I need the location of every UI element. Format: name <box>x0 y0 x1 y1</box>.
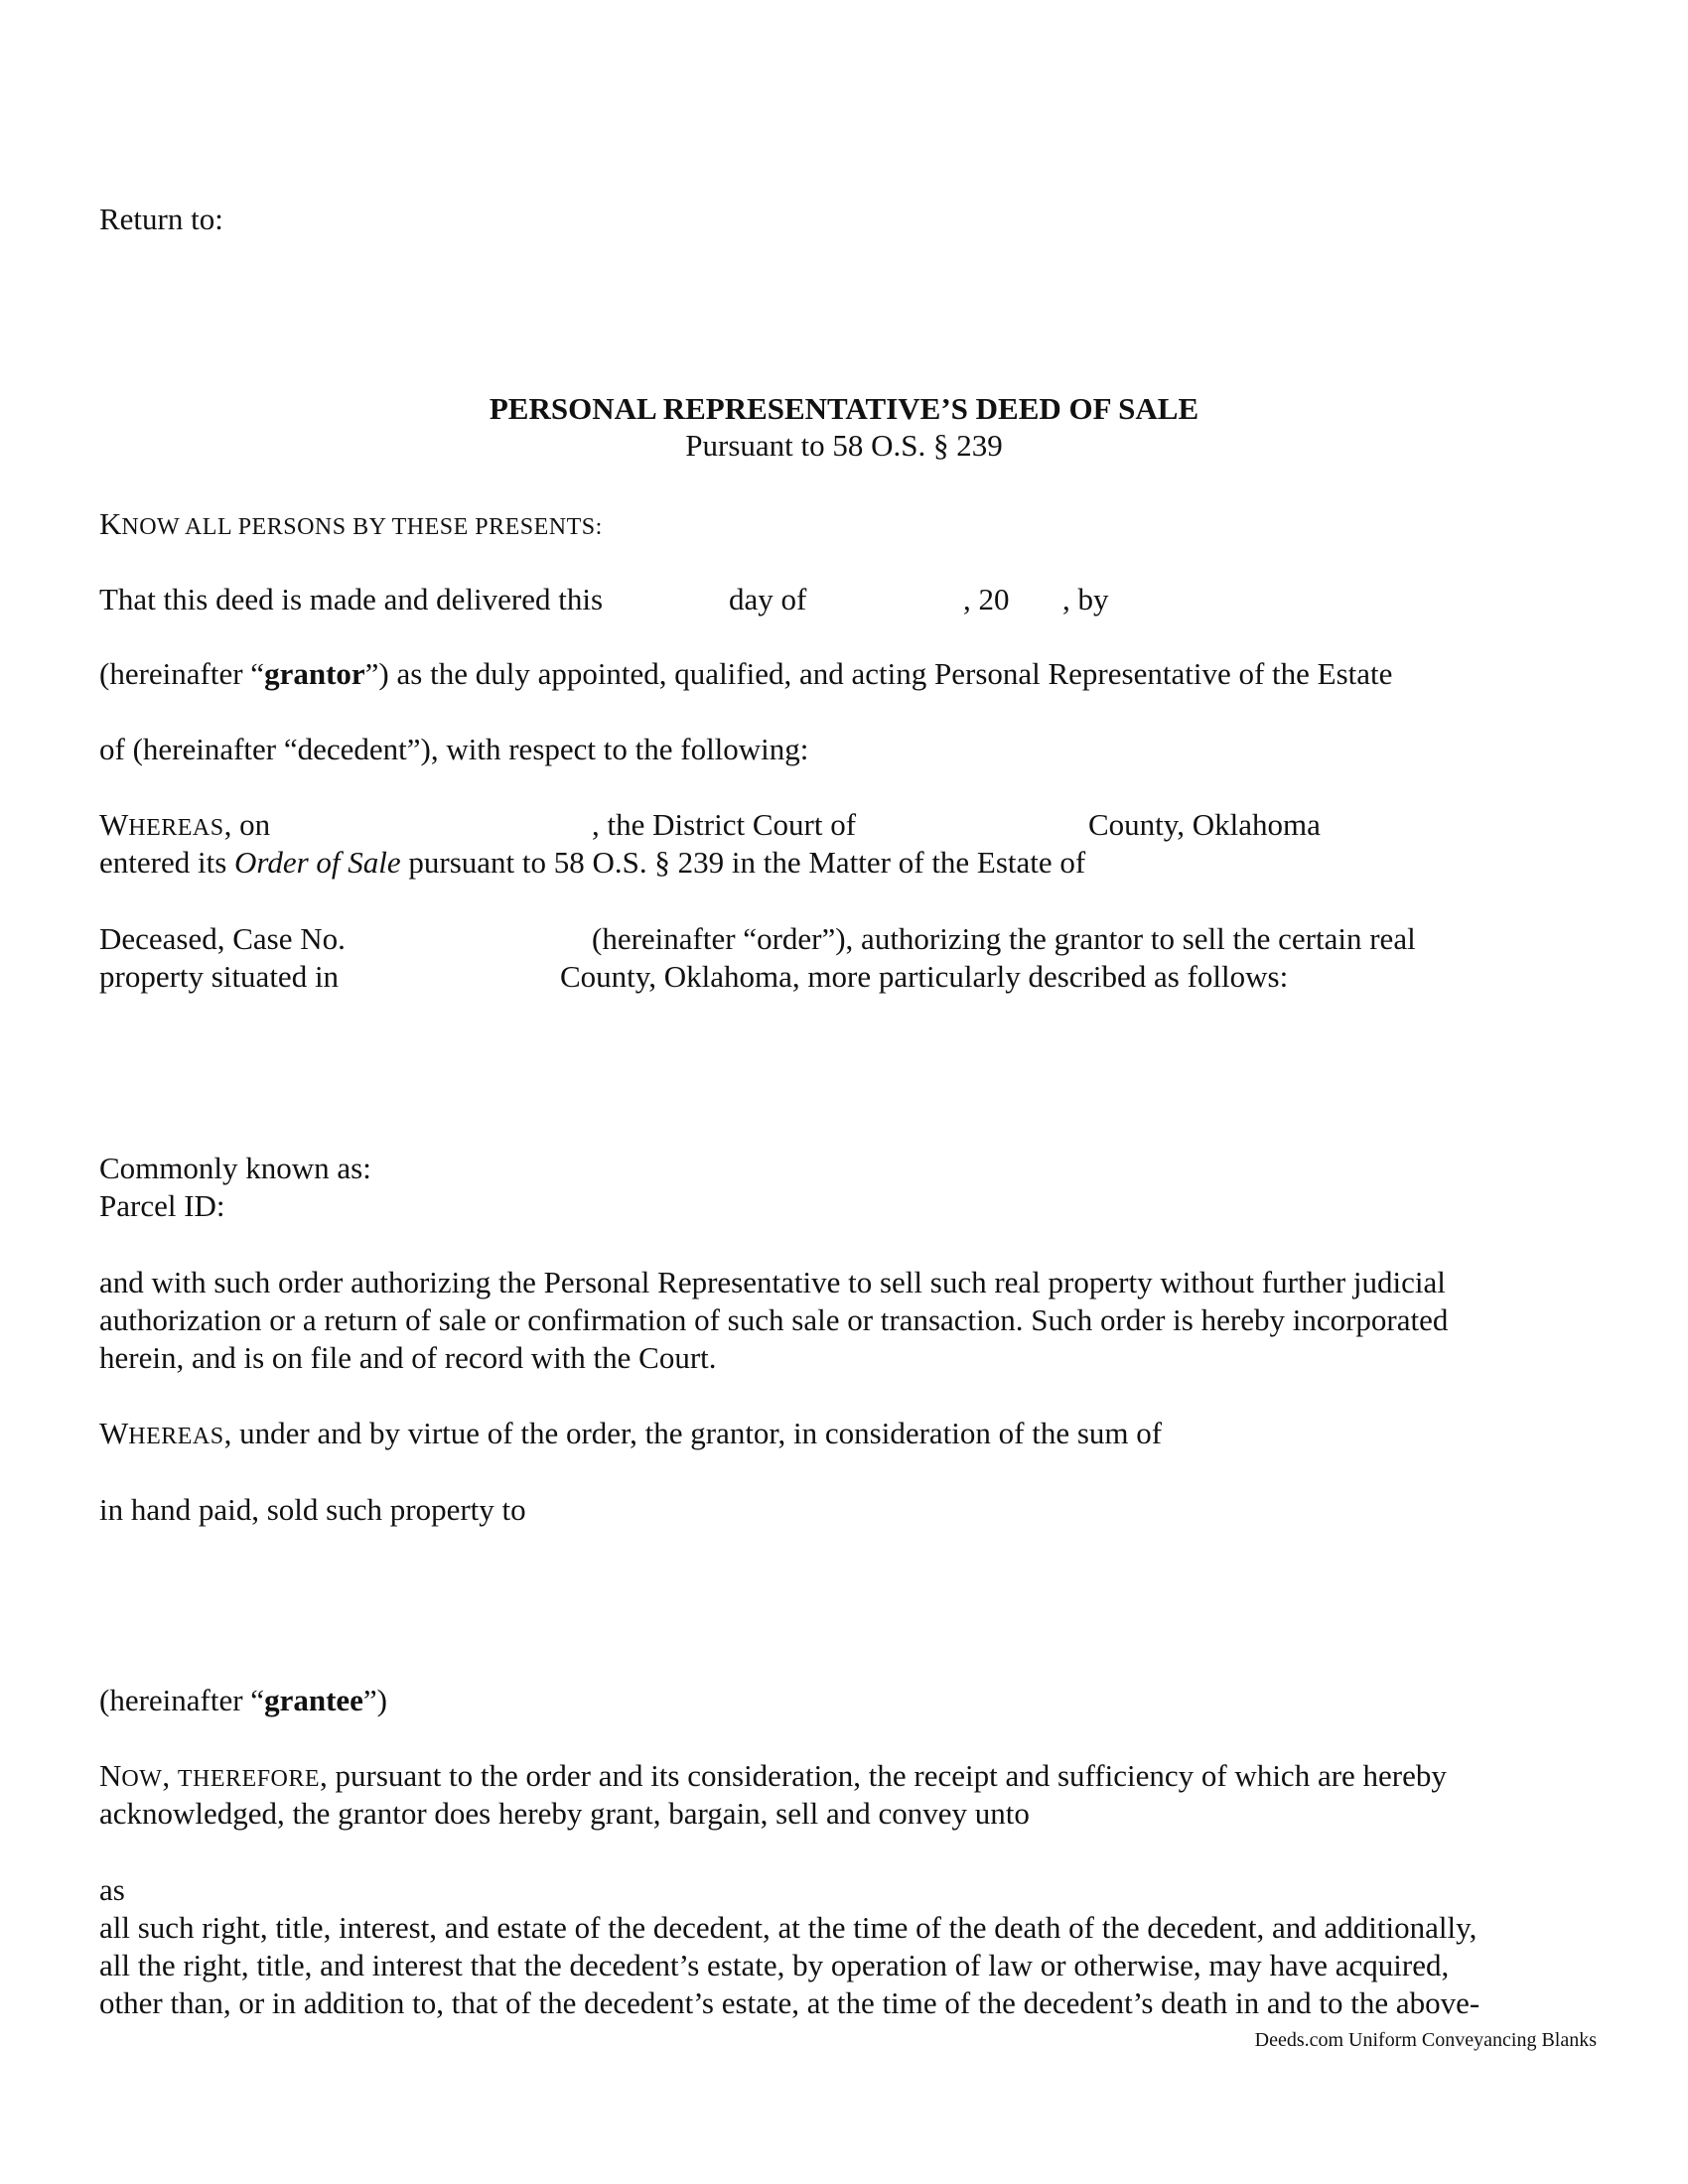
decedent-line: of (hereinafter “decedent”), with respect to the following: <box>99 732 809 766</box>
property-situated-label: property situated in <box>99 959 340 994</box>
day-of-label: day of <box>729 582 807 616</box>
final-paragraph-line: other than, or in addition to, that of the decedent’s estate, at the time of the decedent’s death in and to the above- <box>99 1985 1480 2020</box>
know-all-persons: KNOW ALL PERSONS BY THESE PRESENTS: <box>99 506 603 541</box>
whereas-order-line: WHEREAS, on <box>99 807 271 842</box>
grantee-line: (hereinafter “grantee”) <box>99 1683 388 1717</box>
commonly-known-label: Commonly known as: <box>99 1151 371 1185</box>
document-subtitle: Pursuant to 58 O.S. § 239 <box>685 428 1003 463</box>
page-footer: Deeds.com Uniform Conveyancing Blanks <box>1254 2029 1597 2051</box>
now-therefore-line-2: acknowledged, the grantor does hereby grant, bargain, sell and convey unto <box>99 1796 1030 1831</box>
county-oklahoma-label: County, Oklahoma <box>1088 807 1321 842</box>
now-therefore-line: NOW, THEREFORE, pursuant to the order and its consideration, the receipt and sufficiency of which are hereby <box>99 1758 1447 1793</box>
delivered-line: That this deed is made and delivered this <box>99 582 604 616</box>
final-paragraph-line: all the right, title, and interest that the decedent’s estate, by operation of law or otherwise, may have acquired, <box>99 1948 1450 1982</box>
by-label: , by <box>1062 582 1109 616</box>
hereinafter-order-text: (hereinafter “order”), authorizing the grantor to sell the certain real <box>592 921 1416 956</box>
district-court-label: , the District Court of <box>592 807 857 842</box>
whereas-consideration-line: WHEREAS, under and by virtue of the order, the grantor, in consideration of the sum of <box>99 1416 1163 1450</box>
authorizing-paragraph-line: authorization or a return of sale or confirmation of such sale or transaction. Such order is hereby incorporated <box>99 1302 1449 1337</box>
authorizing-paragraph-line: and with such order authorizing the Personal Representative to sell such real property without further judicial <box>99 1265 1446 1299</box>
final-paragraph-line: all such right, title, interest, and estate of the decedent, at the time of the death of the decedent, and additionally, <box>99 1910 1477 1945</box>
year-label: , 20 <box>963 582 1010 616</box>
grantor-line: (hereinafter “grantor”) as the duly appointed, qualified, and acting Personal Representative of the Estate <box>99 656 1393 691</box>
as-label: as <box>99 1872 125 1907</box>
case-number-label: Deceased, Case No. <box>99 921 346 956</box>
entered-order-line: entered its Order of Sale pursuant to 58 O.S. § 239 in the Matter of the Estate of <box>99 845 1086 880</box>
document-title: PERSONAL REPRESENTATIVE’S DEED OF SALE <box>489 391 1199 426</box>
in-hand-paid-line: in hand paid, sold such property to <box>99 1492 526 1527</box>
authorizing-paragraph-line: herein, and is on file and of record with the Court. <box>99 1340 717 1375</box>
county-description-text: County, Oklahoma, more particularly described as follows: <box>560 959 1289 994</box>
parcel-id-label: Parcel ID: <box>99 1188 225 1223</box>
return-to-label: Return to: <box>99 202 223 236</box>
